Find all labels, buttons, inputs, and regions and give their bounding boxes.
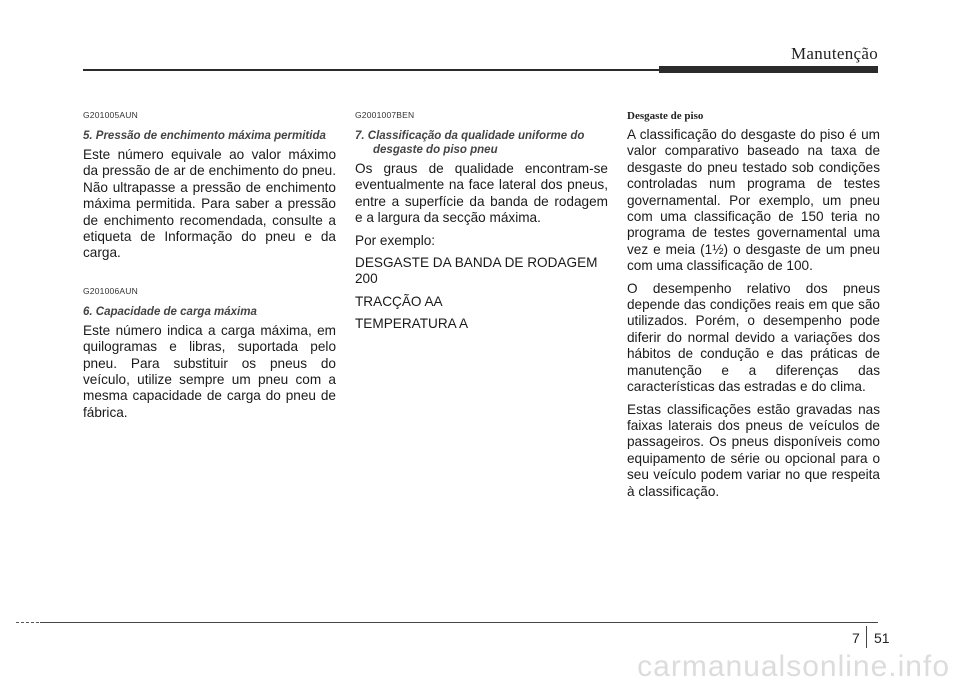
example-line: TRACÇÃO AA (355, 293, 443, 309)
example-label: Por exemplo: (355, 232, 436, 248)
column-middle (355, 110, 608, 339)
paragraph: Estas classificações estão gravadas nas faixas laterais dos pneus de veículos de passageiros. Os pneus disponíveis como equipamento de série ou opcional para o seu veículo podem variar no que respeita à classificação. (627, 401, 880, 499)
page-number: 51 (874, 630, 890, 646)
column-left (83, 110, 336, 427)
paragraph: O desempenho relativo dos pneus depende das condições reais em que são utilizados. Porém, o desempenho pode diferir do normal devido a variações dos hábitos de condução e das práticas de manutenção e a diferenças das características das estradas e do clima. (627, 280, 880, 395)
section-code: G2001007BEN (355, 110, 415, 120)
section-code: G201006AUN (83, 285, 138, 296)
section-body: Este número equivale ao valor máximo da pressão de ar de enchimento do pneu. Não ultrapasse a pressão de enchimento máxima permitida. Para saber a pressão de enchimento recomendada, consulte a etiqueta de Informação do pneu e da carga. (83, 147, 336, 261)
section-heading: 7. Classificação da qualidade uniforme do desgaste do piso pneu (355, 130, 585, 156)
chapter-number: 7 (852, 630, 860, 646)
section-heading: 6. Capacidade de carga máxima (83, 305, 257, 318)
example-line: TEMPERATURA A (355, 316, 469, 332)
column-right (627, 110, 880, 506)
section-gap (83, 268, 336, 286)
section-body: Este número indica a carga máxima, em quilogramas e libras, suportada pelo pneu. Para substituir os pneus do veículo, utilize sempre um pneu com a mesma capacidade de carga do pneu de fábrica. (83, 322, 336, 420)
header-rule (83, 69, 659, 71)
section-body: Os graus de qualidade encontram-se eventualmente na face lateral dos pneus, entre a superfície da banda de rodagem e a largura da secção máxima. (355, 161, 608, 226)
example-line: DESGASTE DA BANDA DE RODAGEM 200 (355, 255, 598, 287)
section-heading: Desgaste de piso (627, 110, 704, 122)
watermark-text: carmanualsonline.info (637, 650, 950, 683)
section-heading: 5. Pressão de enchimento máxima permitida (83, 130, 326, 142)
page-header-title: Manutenção (790, 44, 878, 63)
footer-rule (40, 622, 878, 623)
header-bar (659, 66, 878, 73)
section-code: G201005AUN (83, 110, 138, 120)
page-number-divider (866, 626, 867, 648)
paragraph: A classificação do desgaste do piso é um valor comparativo baseado na taxa de desgaste do pneu testado sob condições controladas num programa de testes governamental. Por exemplo, um pneu com uma classificação de 150 teria no programa de testes governamental uma vez e meia (1½) o desgaste de um pneu com uma classificação de 100. (627, 127, 880, 274)
